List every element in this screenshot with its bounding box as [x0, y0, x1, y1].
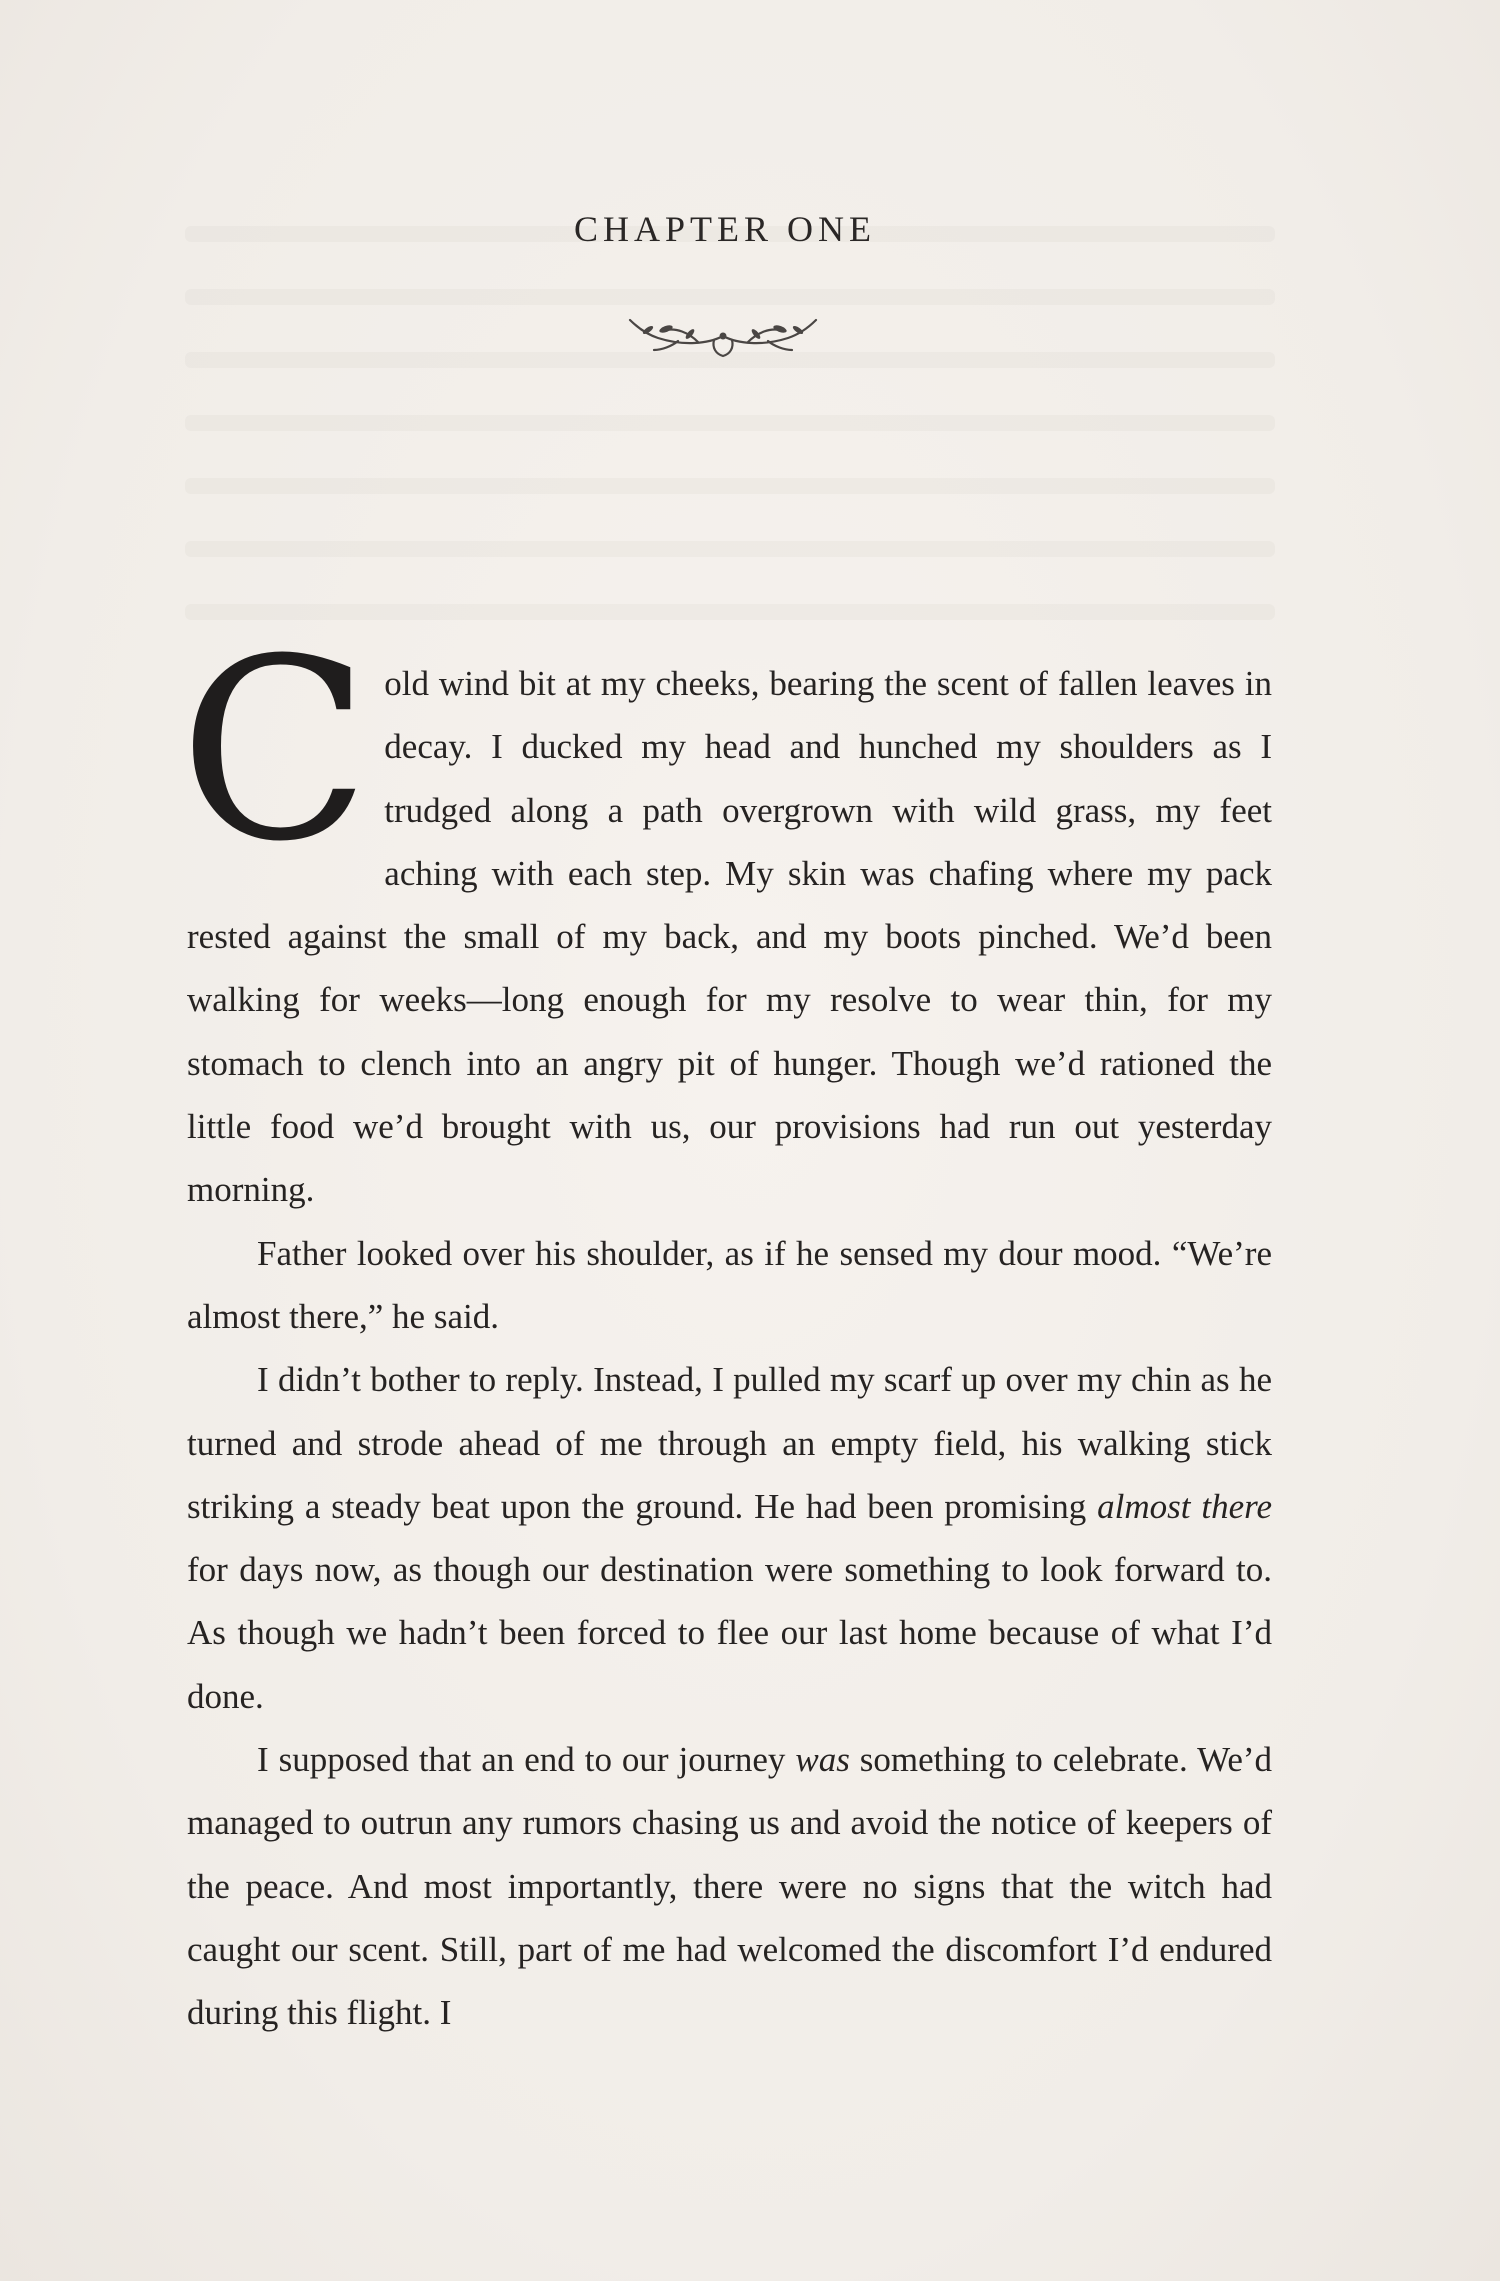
paragraph-text: I supposed that an end to our journey	[257, 1740, 796, 1780]
paragraph	[179, 605, 1272, 1222]
paragraph	[187, 1222, 1272, 1349]
emphasis-text: almost there	[1097, 1486, 1273, 1526]
paragraph	[187, 1728, 1272, 2044]
drop-cap: C	[179, 605, 371, 896]
paragraph-text: Father looked over his shoulder, as if he sensed my dour mood. “We’re almost there,” he said.	[187, 1233, 1272, 1336]
emphasis-text: was	[795, 1740, 850, 1780]
floral-ornament-icon	[628, 310, 818, 360]
show-through-line	[185, 289, 1275, 305]
chapter-title: CHAPTER ONE	[573, 209, 876, 249]
chapter-body	[179, 605, 1273, 2045]
paragraph-text: old wind bit at my cheeks, bearing the scent of fallen leaves in decay. I ducked my head and hunched my shoulders as I trudged along a path overgrown with wild grass, my feet aching with each step. My skin was chafing where my pack rested against the small of my back, and my boots pinched. We’d been walking for weeks—long enough for my resolve to wear thin, for my stomach to clench into an angry pit of hunger. Though we’d rationed the little food we’d brought with us, our provisions had run out yesterday morning.	[187, 664, 1272, 1210]
show-through-line	[185, 478, 1275, 494]
show-through-line	[185, 415, 1275, 431]
paragraph-text: something to celebrate. We’d managed to outrun any rumors chasing us and avoid the notice of keepers of the peace. And most importantly, there were no signs that the witch had caught our scent. Still, part of me had welcomed the discomfort I’d endured during this flight. I	[187, 1740, 1273, 2033]
paragraph	[187, 1348, 1272, 1728]
paragraph-text: I didn’t bother to reply. Instead, I pulled my scarf up over my chin as he turned and strode ahead of me through an empty field, his walking stick striking a steady beat upon the ground. He had been promising	[187, 1360, 1272, 1526]
paragraph-text: for days now, as though our destination were something to look forward to. As though we hadn’t been forced to flee our last home because of what I’d done.	[187, 1550, 1272, 1716]
show-through-line	[185, 541, 1275, 557]
